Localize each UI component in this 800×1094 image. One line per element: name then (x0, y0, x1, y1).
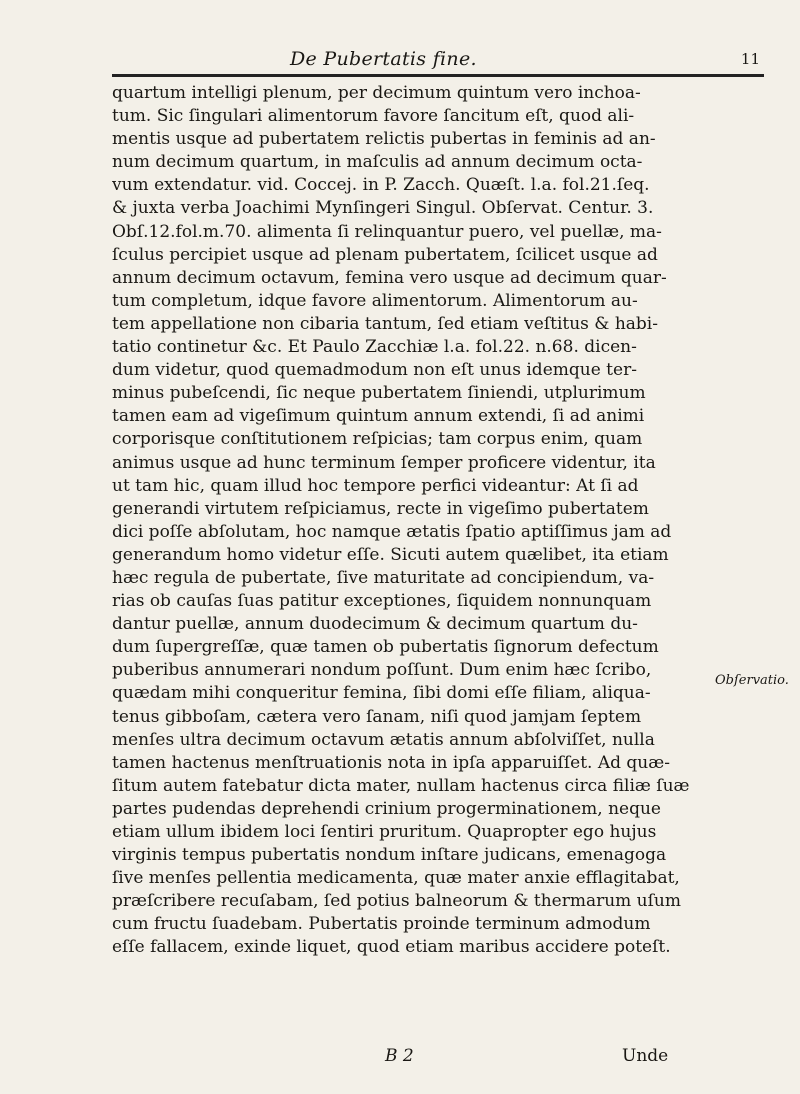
text-line: vum extendatur. vid. Coccej. in P. Zacch. Quæſt. l.a. fol.21.ſeq. (112, 175, 650, 196)
signature-mark: B 2 (385, 1046, 414, 1066)
catchword: Unde (622, 1046, 669, 1066)
text-line: præſcribere recuſabam, ſed potius balneorum & thermarum uſum (112, 891, 681, 912)
body-text (112, 82, 778, 960)
text-line: & juxta verba Joachimi Mynſingeri Singul. Obſervat. Centur. 3. (112, 198, 654, 219)
text-line: tamen eam ad vigeſimum quintum annum extendi, ſi ad animi (112, 406, 645, 427)
text-line: tum completum, idque favore alimentorum. Alimentorum au- (112, 290, 638, 311)
text-line: mentis usque ad pubertatem relictis pubertas in feminis ad an- (112, 129, 656, 150)
text-line: partes pudendas deprehendi crinium progerminationem, neque (112, 798, 661, 819)
text-line: ſculus percipiet usque ad plenam pubertatem, ſcilicet usque ad (112, 244, 658, 265)
text-line: ſitum autem fatebatur dicta mater, nullam hactenus circa filiæ ſuæ (112, 775, 690, 796)
text-line: quædam mihi conqueritur femina, ſibi domi eſſe filiam, aliqua- (112, 683, 651, 704)
text-line: eſſe fallacem, exinde liquet, quod etiam maribus accidere poteſt. (112, 937, 671, 958)
text-line: generandi virtutem reſpiciamus, recte in vigeſimo pubertatem (112, 498, 649, 519)
text-line: virginis tempus pubertatis nondum inſtare judicans, emenagoga (112, 845, 667, 866)
text-line: quartum intelligi plenum, per decimum quintum vero inchoa- (112, 83, 641, 103)
text-line: animus usque ad hunc terminum ſemper proficere videntur, ita (112, 452, 656, 473)
running-title: De Pubertatis fine. (290, 48, 477, 70)
text-line: hæc regula de pubertate, ſive maturitate ad concipiendum, va- (112, 567, 655, 588)
text-line: tenus gibboſam, cætera vero ſanam, niſi quod jamjam ſeptem (112, 706, 642, 727)
text-line: minus pubeſcendi, ſic neque pubertatem ſiniendi, utplurimum (112, 383, 646, 404)
text-line: dum videtur, quod quemadmodum non eſt unus idemque ter- (112, 360, 637, 381)
text-line: etiam ullum ibidem loci ſentiri pruritum. Quapropter ego hujus (112, 822, 657, 842)
header-rule (112, 74, 764, 77)
margin-note: Obſervatio. (715, 673, 789, 688)
text-line: ſive menſes pellentia medicamenta, quæ mater anxie efflagitabat, (112, 868, 680, 889)
text-line: tamen hactenus menſtruationis nota in ipſa apparuiſſet. Ad quæ- (112, 752, 670, 773)
text-line: annum decimum octavum, femina vero usque ad decimum quar- (112, 267, 667, 288)
text-line: ut tam hic, quam illud hoc tempore perfici videantur: At ſi ad (112, 475, 639, 496)
text-line: corporisque conſtitutionem reſpicias; tam corpus enim, quam (112, 429, 643, 450)
text-line: num decimum quartum, in maſculis ad annum decimum octa- (112, 152, 643, 173)
text-line: rias ob cauſas ſuas patitur exceptiones, ſiquidem nonnunquam (112, 591, 652, 612)
text-line: tatio continetur &c. Et Paulo Zacchiæ l.a. fol.22. n.68. dicen- (112, 337, 637, 358)
text-line: dantur puellæ, annum duodecimum & decimum quartum du- (112, 614, 638, 635)
text-line: dici poſſe abſolutam, hoc namque ætatis ſpatio aptiſſimus jam ad (112, 521, 672, 542)
text-line: puberibus annumerari nondum poſſunt. Dum enim hæc ſcribo, (112, 660, 652, 681)
text-line: generandum homo videtur eſſe. Sicuti autem quælibet, ita etiam (112, 544, 669, 565)
text-line: Obſ.12.fol.m.70. alimenta ſi relinquantur puero, vel puellæ, ma- (112, 221, 662, 242)
text-line: tum. Sic ſingulari alimentorum favore ſancitum eſt, quod ali- (112, 106, 635, 127)
text-line: cum fructu ſuadebam. Pubertatis proinde terminum admodum (112, 914, 651, 935)
text-line: menſes ultra decimum octavum ætatis annum abſolviſſet, nulla (112, 729, 655, 750)
text-line: dum ſupergreſſæ, quæ tamen ob pubertatis ſignorum defectum (112, 637, 659, 658)
text-line: tem appellatione non cibaria tantum, ſed etiam veſtitus & habi- (112, 313, 658, 334)
page-number: 11 (740, 50, 760, 68)
